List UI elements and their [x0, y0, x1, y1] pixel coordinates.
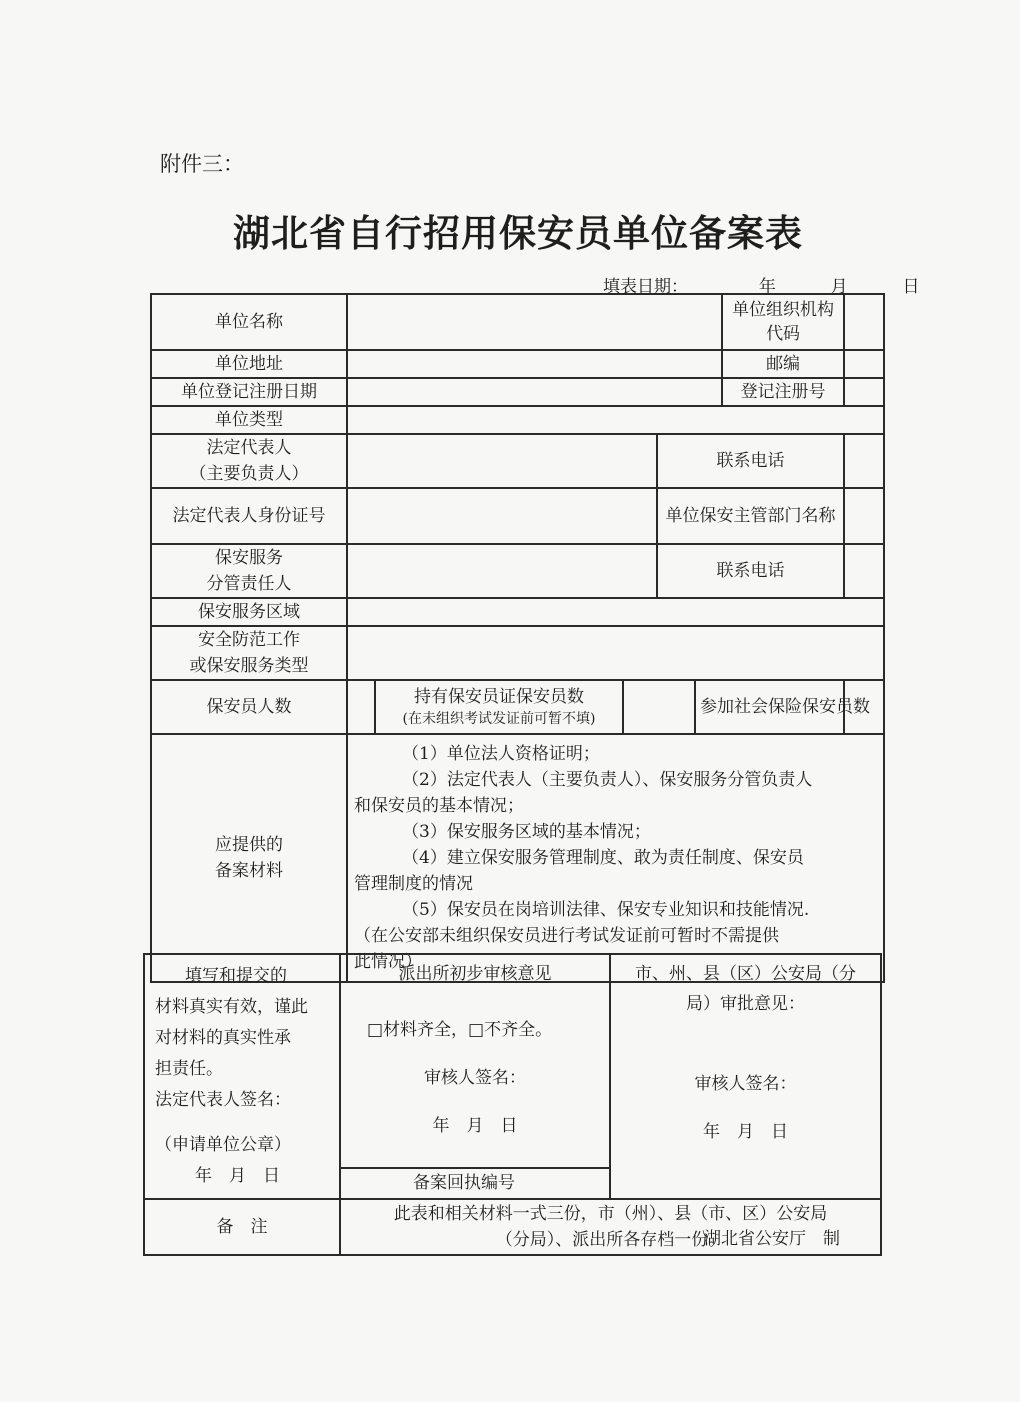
guard-count-label: 保安员人数 [151, 680, 347, 734]
postcode-field[interactable] [844, 350, 884, 378]
materials-item: 此情况） [354, 952, 422, 972]
unit-address-field[interactable] [347, 350, 722, 378]
remarks-line2: （分局）、派出所各存档一份。 [495, 1230, 726, 1250]
certified-count-label [375, 680, 623, 734]
legal-rep-label-line1: 法定代表人 [206, 438, 292, 458]
certified-count-field[interactable] [623, 680, 695, 734]
bureau-reviewer-signature[interactable]: 审核人签名： [694, 1074, 797, 1094]
police-station-title: 派出所初步审核意见 [398, 964, 552, 984]
attachment-label: 附件三： [160, 152, 244, 176]
fill-date-label: 填表日期： [603, 277, 688, 297]
org-code-label: 单位组织机构代码 [722, 294, 844, 350]
bureau-review-date: 年 月 日 [703, 1122, 788, 1142]
service-area-label: 保安服务区域 [151, 598, 347, 626]
declaration-date: 年 月 日 [195, 1166, 280, 1186]
reg-date-field[interactable] [347, 378, 722, 406]
police-reviewer-signature[interactable]: 审核人签名： [424, 1068, 526, 1088]
prevention-label [151, 626, 347, 680]
certified-count-line2: (在未组织考试发证前可暂不填) [402, 711, 596, 727]
unit-name-label: 单位名称 [151, 294, 347, 350]
declaration-line: 对材料的真实性承 [155, 1028, 291, 1048]
materials-item: （4）建立保安服务管理制度、敢为责任制度、保安员 [402, 848, 804, 868]
service-manager-line1: 保安服务 [215, 548, 283, 568]
fill-date-month: 月 [830, 277, 848, 297]
unit-name-field[interactable] [347, 294, 722, 350]
legal-rep-signature[interactable]: 法定代表人签名： [155, 1090, 291, 1110]
materials-item: （1）单位法人资格证明； [402, 744, 600, 764]
unit-type-field[interactable] [347, 406, 884, 434]
issuer-label: 湖北省公安厅 制 [704, 1229, 840, 1249]
supervisor-dept-field[interactable] [844, 488, 884, 544]
materials-item: （3）保安服务区域的基本情况； [402, 822, 651, 842]
prevention-line2: 或保安服务类型 [189, 656, 309, 676]
unit-address-label: 单位地址 [151, 350, 347, 378]
bureau-cell [610, 954, 881, 1199]
remarks-line1: 此表和相关材料一式三份，市（州）、县（市、区）公安局 [393, 1204, 828, 1224]
materials-item: 和保安员的基本情况； [354, 796, 524, 816]
remarks-label: 备 注 [144, 1199, 340, 1255]
contact-phone-field[interactable] [844, 434, 884, 488]
applicant-seal: （申请单位公章） [155, 1135, 291, 1155]
contact-phone-2-label: 联系电话 [657, 544, 844, 598]
declaration-line: 填写和提交的 [185, 966, 287, 986]
contact-phone-label: 联系电话 [657, 434, 844, 488]
legal-rep-field[interactable] [347, 434, 657, 488]
materials-label [151, 734, 347, 982]
guard-count-field[interactable] [347, 680, 375, 734]
materials-item: （在公安部未组织保安员进行考试发证前可暂时不需提供 [354, 926, 779, 946]
prevention-field[interactable] [347, 626, 884, 680]
bureau-title-line1: 市、州、县（区）公安局（分 [635, 964, 856, 984]
bureau-title-line2: 局）审批意见： [686, 994, 805, 1014]
materials-list [347, 734, 884, 982]
registration-table [150, 293, 885, 983]
legal-id-field[interactable] [347, 488, 657, 544]
materials-item: （5）保安员在岗培训法律、保安专业知识和技能情况. [402, 900, 810, 920]
postcode-label: 邮编 [722, 350, 844, 378]
unit-type-label: 单位类型 [151, 406, 347, 434]
reg-no-label: 登记注册号 [722, 378, 844, 406]
approval-table [143, 953, 882, 1256]
supervisor-dept-label: 单位保安主管部门名称 [657, 488, 844, 544]
materials-label-line2: 备案材料 [215, 861, 283, 881]
legal-id-label: 法定代表人身份证号 [151, 488, 347, 544]
reg-date-label: 单位登记注册日期 [151, 378, 347, 406]
prevention-line1: 安全防范工作 [198, 630, 300, 650]
insured-count-label: 参加社会保险保安员数 [695, 680, 844, 734]
service-manager-label [151, 544, 347, 598]
org-code-field[interactable] [844, 294, 884, 350]
certified-count-line1: 持有保安员证保安员数 [414, 687, 584, 707]
legal-rep-label [151, 434, 347, 488]
materials-label-line1: 应提供的 [215, 835, 283, 855]
service-area-field[interactable] [347, 598, 884, 626]
form-title: 湖北省自行招用保安员单位备案表 [233, 211, 803, 255]
police-review-date: 年 月 日 [432, 1116, 518, 1136]
materials-item: 管理制度的情况 [354, 874, 473, 894]
declaration-cell [144, 954, 340, 1199]
fill-date-day: 日 [902, 277, 920, 297]
legal-rep-label-line2: （主要负责人） [189, 464, 309, 484]
service-manager-field[interactable] [347, 544, 657, 598]
police-station-cell [340, 954, 610, 1168]
materials-item: （2）法定代表人（主要负责人）、保安服务分管负责人 [402, 770, 813, 790]
receipt-no-label: 备案回执编号 [340, 1168, 610, 1199]
service-manager-line2: 分管责任人 [206, 574, 292, 594]
reg-no-field[interactable] [844, 378, 884, 406]
contact-phone-2-field[interactable] [844, 544, 884, 598]
fill-date-year: 年 [758, 277, 776, 297]
declaration-line: 材料真实有效，谨此 [155, 997, 308, 1017]
materials-check-options[interactable]: □材料齐全，□不齐全。 [367, 1020, 553, 1040]
declaration-line: 担责任。 [155, 1059, 223, 1079]
